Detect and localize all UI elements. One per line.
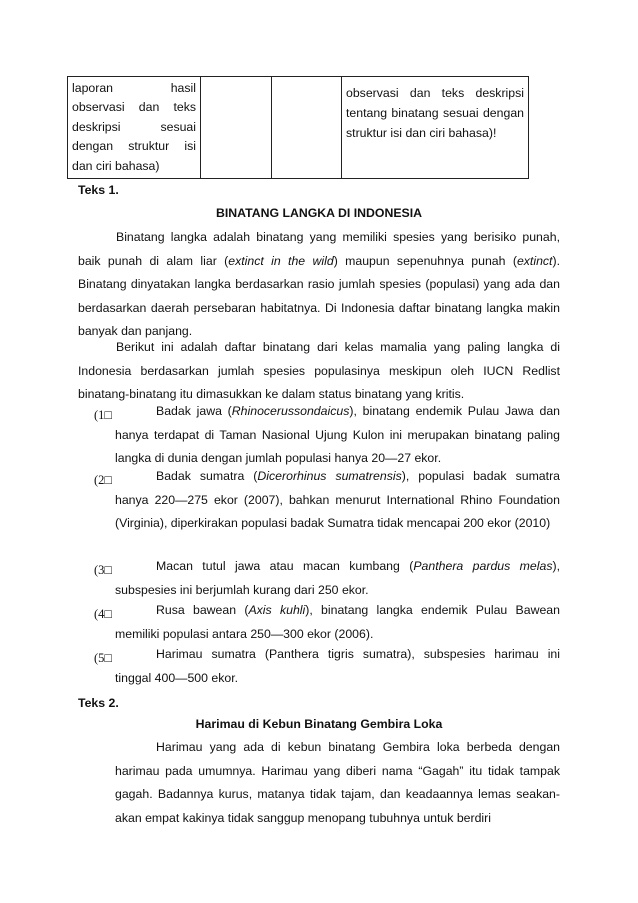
list-item-1: Badak jawa (Rhinocerussondaicus), binatang endemik Pulau Jawa dan hanya terdapat di Taman Nasional Ujung Kulon ini merupakan binatang paling langka di dunia dengan jumlah populasi hanya 20—27 ekor. (115, 404, 560, 466)
list-item-4: Rusa bawean (Axis kuhli), binatang langka endemik Pulau Bawean memiliki populasi antara 250—300 ekor (2006). (115, 603, 560, 641)
teks2-label: Teks 2. (78, 696, 119, 710)
teks1-title: BINATANG LANGKA DI INDONESIA (215, 206, 423, 220)
table-cell-criteria: laporan hasil observasi dan teks deskripsi sesuai dengan struktur isi dan ciri bahasa) (68, 77, 201, 179)
teks1-label: Teks 1. (78, 183, 119, 197)
list-number-3: (3□ (94, 563, 112, 577)
teks2-title: Harimau di Kebun Binatang Gembira Loka (195, 717, 443, 731)
list-item-2: Badak sumatra (Dicerorhinus sumatrensis), populasi badak sumatra hanya 220—275 ekor (2007), bahkan menurut International Rhino Foundation (Virginia), diperkirakan populasi badak Sumatra tidak mencapai 200 ekor (2010) (115, 469, 561, 531)
teks1-paragraph-1: Binatang langka adalah binatang yang memiliki spesies yang berisiko punah, baik punah di alam liar (extinct in the wild) maupun sepenuhnya punah (extinct). Binatang dinyatakan langka berdasarkan rasio jumlah spesies (populasi) yang ada dan berdasarkan daerah persebaran habitatnya. Di Indonesia daftar binatang langka makin banyak dan panjang. (78, 230, 560, 339)
assessment-table (67, 76, 529, 179)
list-number-4: (4□ (94, 607, 112, 621)
teks1-paragraph-2: Berikut ini adalah daftar binatang dari kelas mamalia yang paling langka di Indonesia berdasarkan jumlah spesies populasinya meskipun oleh IUCN Redlist binatang-binatang itu dimasukkan ke dalam status binatang yang kritis. (78, 340, 560, 402)
table-row (68, 77, 529, 179)
list-number-5: (5□ (94, 651, 112, 665)
list-number-2: (2□ (94, 473, 112, 487)
list-number-1: (1□ (94, 408, 112, 422)
table-cell-instruction: observasi dan teks deskripsi tentang binatang sesuai dengan struktur isi dan ciri bahasa)! (342, 77, 529, 179)
teks2-paragraph-1: Harimau yang ada di kebun binatang Gembira loka berbeda dengan harimau pada umumnya. Harimau yang diberi nama “Gagah” itu tidak tampak gagah. Badannya kurus, matanya tidak tajam, dan keadaannya lemas seakan-akan empat kakinya tidak sanggup menopang tubuhnya untuk berdiri (115, 740, 560, 825)
table-cell-empty (201, 77, 272, 179)
table-cell-empty (272, 77, 342, 179)
list-item-5: Harimau sumatra (Panthera tigris sumatra), subspesies harimau ini tinggal 400—500 ekor. (115, 647, 560, 685)
list-item-3: Macan tutul jawa atau macan kumbang (Panthera pardus melas), subspesies ini berjumlah kurang dari 250 ekor. (115, 559, 560, 597)
